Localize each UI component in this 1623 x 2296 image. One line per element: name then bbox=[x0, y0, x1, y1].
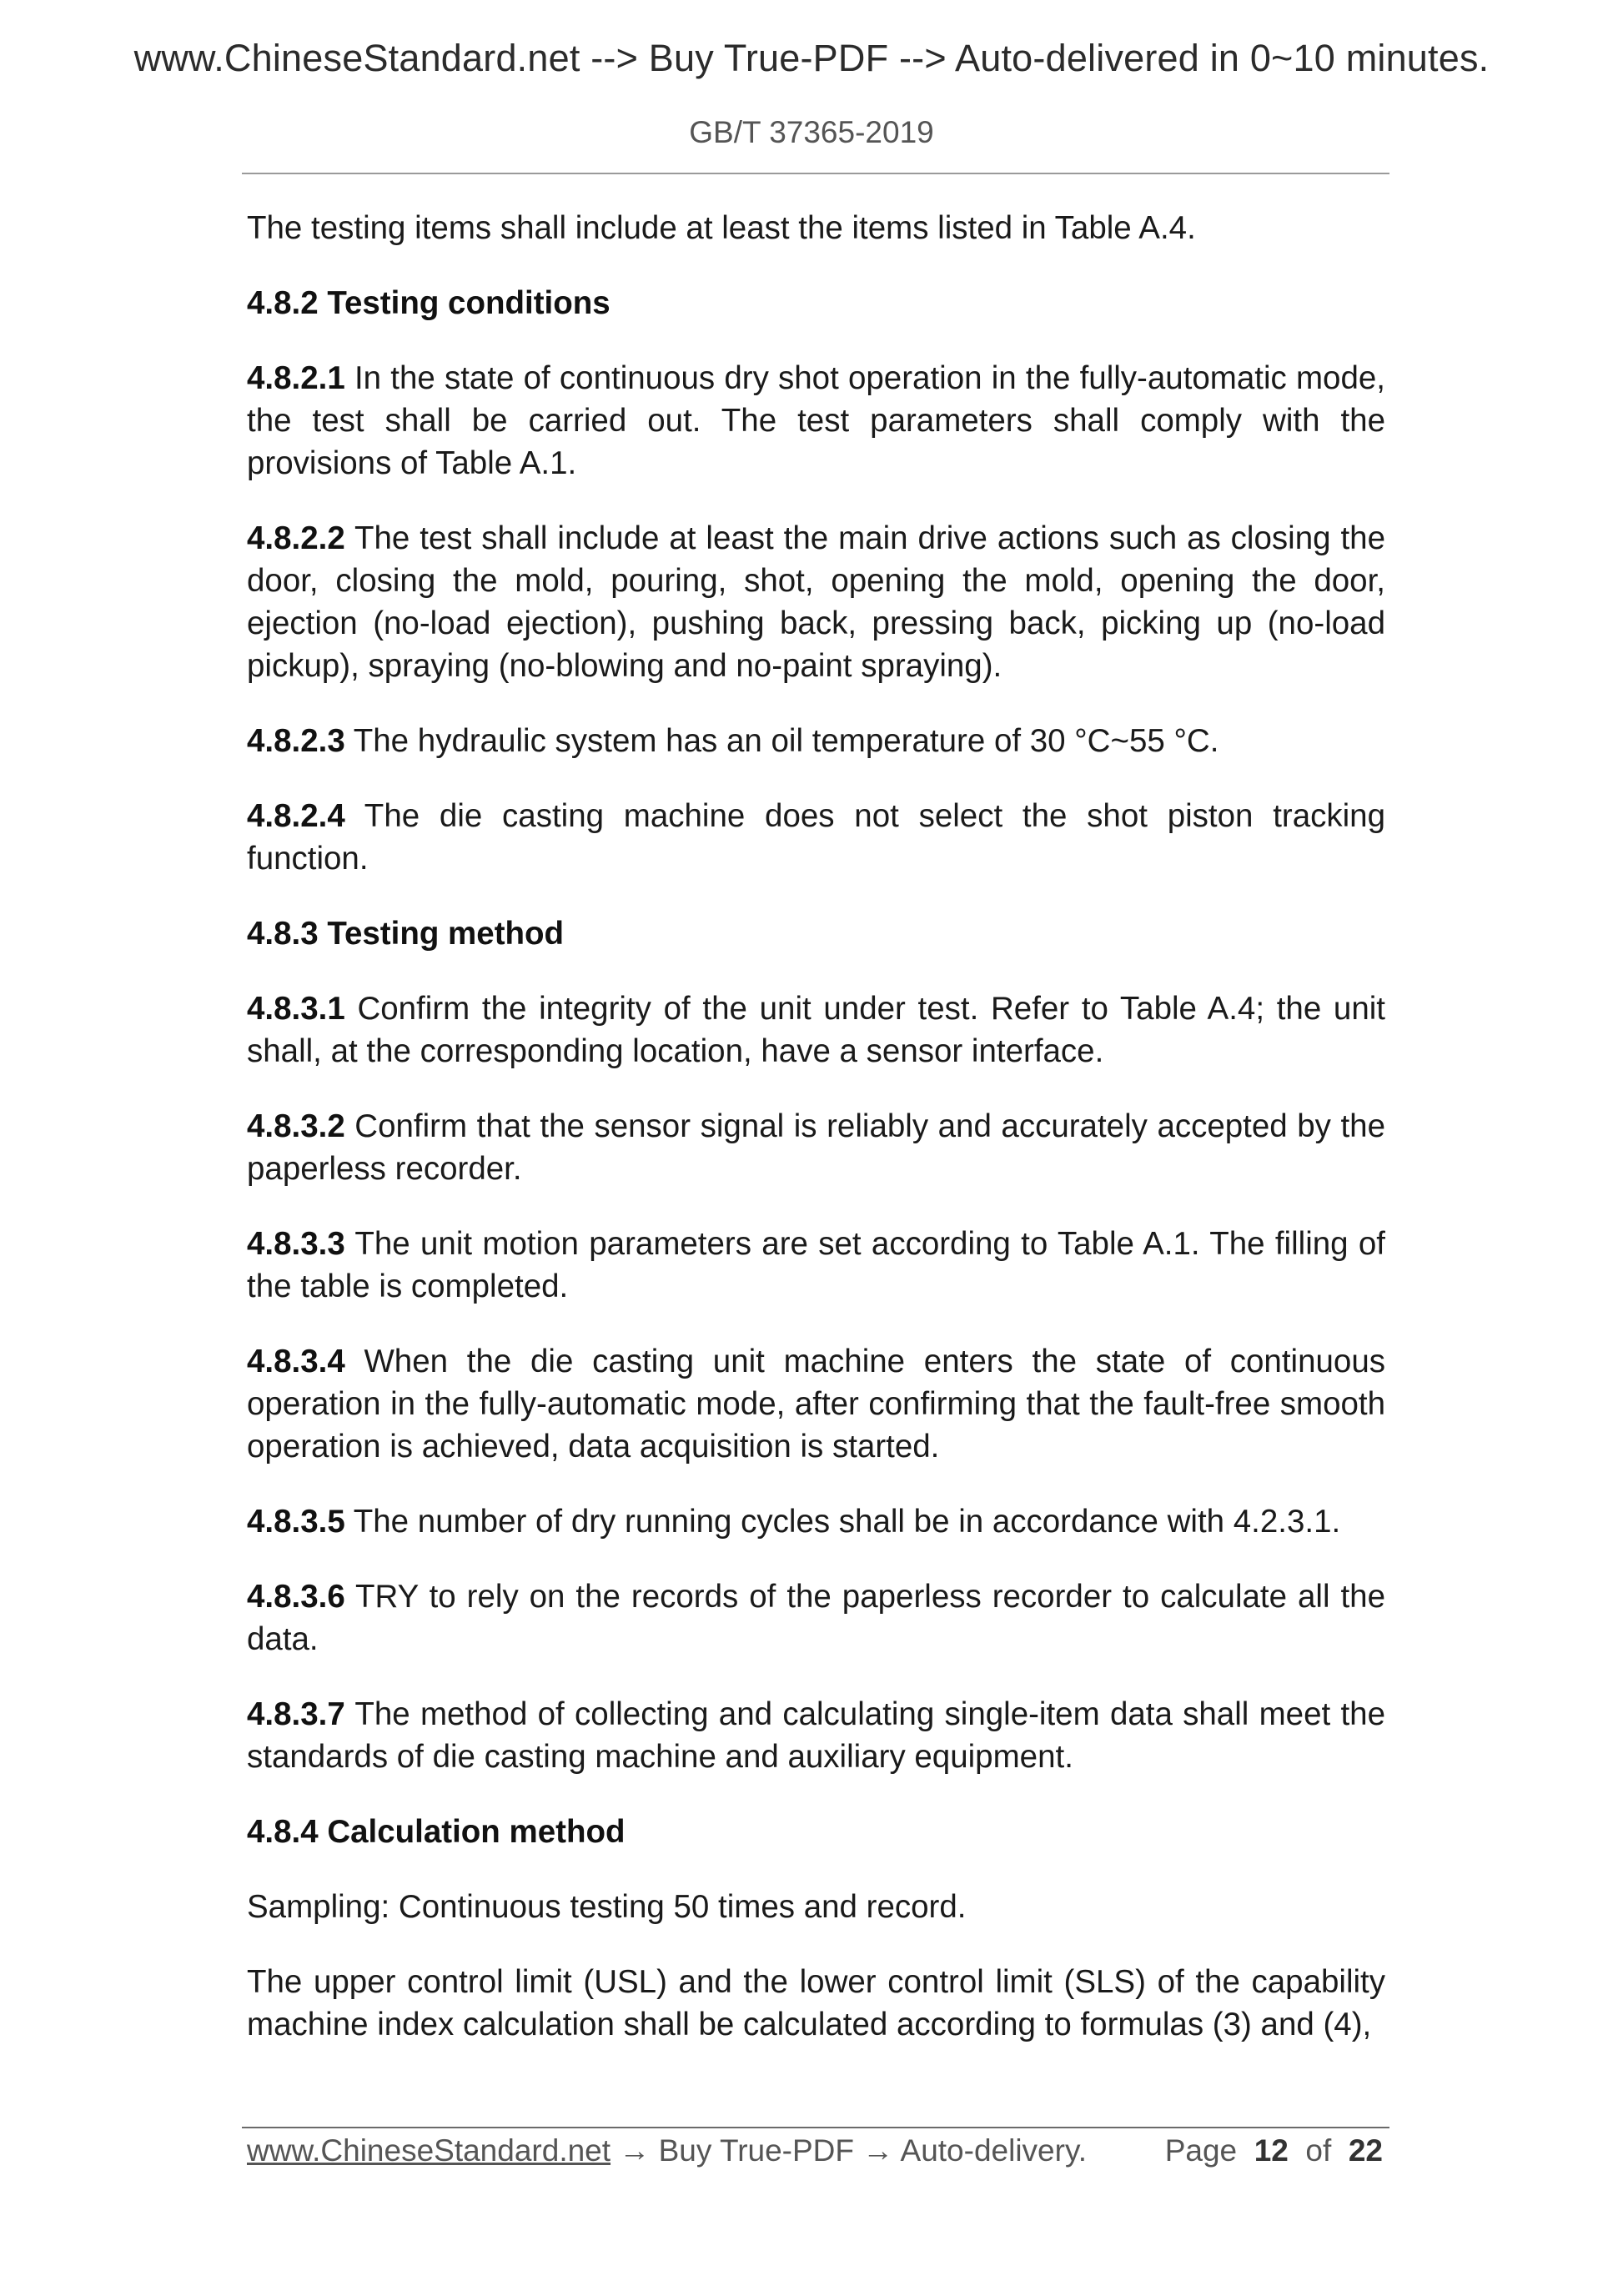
clause-text: Confirm the integrity of the unit under test. Refer to Table A.4; the unit shall, at the corresponding location, have a sensor interface. bbox=[247, 991, 1385, 1069]
clause-text: The hydraulic system has an oil temperature of 30 °C~55 °C. bbox=[344, 723, 1219, 759]
clause-4-8-3-2 bbox=[247, 1105, 1385, 1190]
page-indicator bbox=[1165, 2133, 1383, 2168]
top-banner: www.ChineseStandard.net --> Buy True-PDF --> Auto-delivered in 0~10 minutes. bbox=[133, 37, 1490, 79]
document-id: GB/T 37365-2019 bbox=[689, 115, 934, 149]
page-word: Page bbox=[1164, 2133, 1238, 2168]
clause-text: The die casting machine does not select the shot piston tracking function. bbox=[247, 798, 1385, 877]
of-word: of bbox=[1305, 2133, 1332, 2168]
clause-text: In the state of continuous dry shot operation in the fully-automatic mode, the test shall be carried out. The test parameters shall comply with the provisions of Table A.1. bbox=[247, 360, 1385, 481]
clause-number: 4.8.3.5 bbox=[247, 1504, 345, 1540]
clause-4-8-3-7 bbox=[247, 1693, 1385, 1778]
clause-number: 4.8.3.4 bbox=[247, 1344, 345, 1379]
clause-4-8-2-1 bbox=[247, 357, 1385, 485]
clause-4-8-3-4 bbox=[247, 1340, 1385, 1468]
current-page-number: 12 bbox=[1254, 2133, 1289, 2168]
clause-text: The unit motion parameters are set according to Table A.1. The filling of the table is completed. bbox=[247, 1226, 1385, 1304]
clause-text: Confirm that the sensor signal is reliably and accurately accepted by the paperless recorder. bbox=[247, 1108, 1385, 1187]
clause-number: 4.8.3.2 bbox=[247, 1108, 345, 1144]
intro-paragraph: The testing items shall include at least the items listed in Table A.4. bbox=[247, 210, 1196, 246]
clause-text: When the die casting unit machine enters the state of continuous operation in the fully-automatic mode, after confirming that the fault-free smooth operation is achieved, data acquisition is started. bbox=[247, 1344, 1385, 1465]
clause-text: The test shall include at least the main drive actions such as closing the door, closing the mold, pouring, shot, opening the mold, opening the door, ejection (no-load ejection), pushing back, pressing back, picking up (no-load pickup), spraying (no-blowing and no-paint spraying). bbox=[247, 520, 1385, 684]
page-body bbox=[247, 207, 1385, 2078]
clause-number: 4.8.2.2 bbox=[247, 520, 345, 556]
total-pages-number: 22 bbox=[1348, 2133, 1383, 2168]
clause-4-8-2-2 bbox=[247, 517, 1385, 687]
clause-4-8-3-3 bbox=[247, 1223, 1385, 1308]
footer-divider bbox=[242, 2127, 1389, 2128]
clause-text: The method of collecting and calculating single-item data shall meet the standards of die casting machine and auxiliary equipment. bbox=[247, 1696, 1385, 1775]
clause-number: 4.8.3.7 bbox=[247, 1696, 345, 1732]
footer-site-link[interactable]: www.ChineseStandard.net bbox=[247, 2133, 611, 2168]
section-heading-4-8-4: 4.8.4 Calculation method bbox=[247, 1814, 626, 1850]
section-heading-4-8-3: 4.8.3 Testing method bbox=[247, 916, 565, 952]
header-divider bbox=[242, 173, 1389, 174]
clause-4-8-3-6 bbox=[247, 1575, 1385, 1660]
clause-number: 4.8.2.3 bbox=[247, 723, 345, 759]
footer-tagline: → Buy True-PDF → Auto-delivery. bbox=[611, 2133, 1087, 2168]
clause-4-8-2-4 bbox=[247, 795, 1385, 880]
section-heading-4-8-2: 4.8.2 Testing conditions bbox=[247, 285, 611, 321]
control-limit-paragraph: The upper control limit (USL) and the lower control limit (SLS) of the capability machine index calculation shall be calculated according to formulas (3) and (4), bbox=[247, 1964, 1385, 2042]
clause-text: The number of dry running cycles shall be in accordance with 4.2.3.1. bbox=[344, 1504, 1341, 1540]
clause-number: 4.8.3.1 bbox=[247, 991, 345, 1027]
clause-number: 4.8.2.4 bbox=[247, 798, 345, 834]
clause-text: TRY to rely on the records of the paperless recorder to calculate all the data. bbox=[247, 1579, 1385, 1657]
sampling-paragraph: Sampling: Continuous testing 50 times and record. bbox=[247, 1889, 967, 1925]
clause-number: 4.8.3.3 bbox=[247, 1226, 345, 1262]
clause-number: 4.8.3.6 bbox=[247, 1579, 345, 1615]
footer-left bbox=[247, 2133, 1087, 2168]
clause-number: 4.8.2.1 bbox=[247, 360, 345, 396]
clause-4-8-3-1 bbox=[247, 987, 1385, 1073]
clause-4-8-2-3 bbox=[247, 720, 1385, 762]
clause-4-8-3-5 bbox=[247, 1500, 1385, 1543]
